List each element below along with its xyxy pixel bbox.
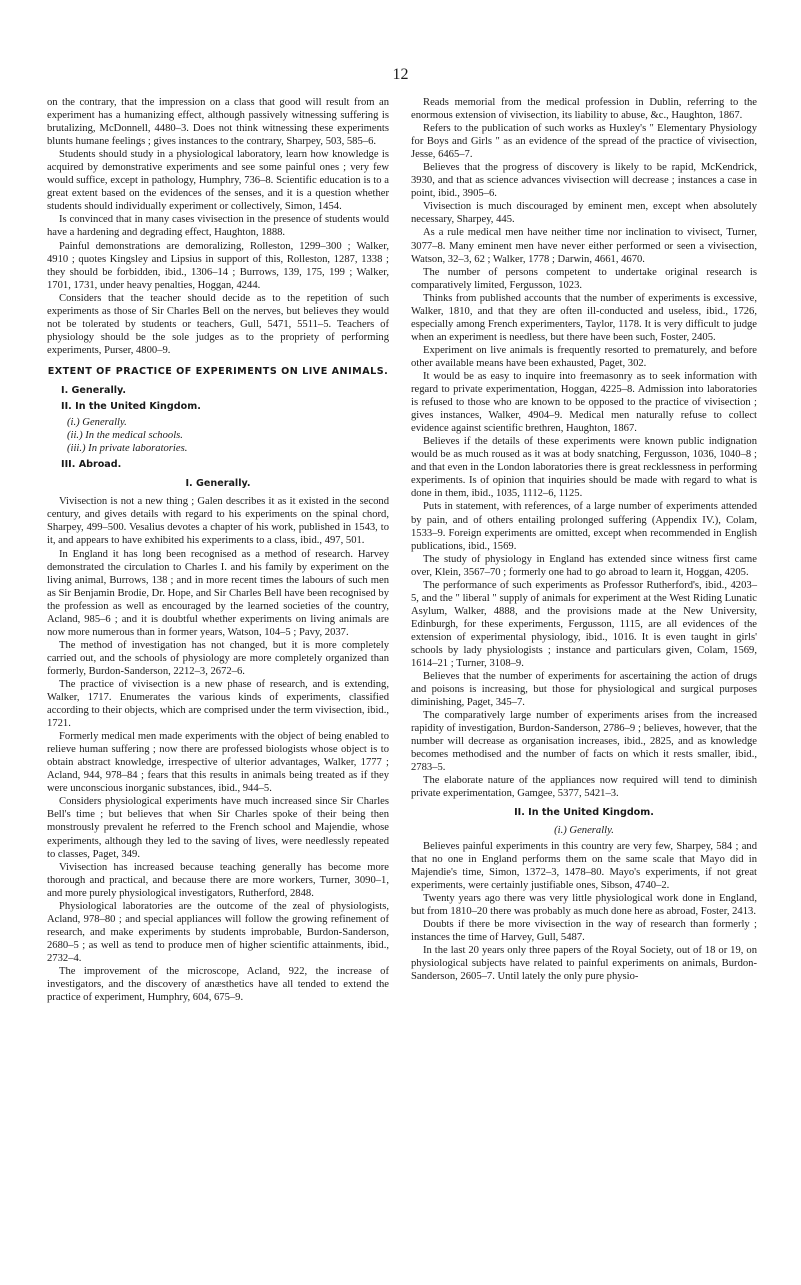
outline-heading: II. In the United Kingdom. (61, 401, 201, 413)
outline-subitem: (iii.) In private laboratories. (67, 443, 188, 455)
paragraph: Vivisection is not a new thing ; Galen describes it as it existed in the second century, and gives details with regard to his experiments on the spinal chord, Sharpey, 499–500. Vesalius devotes a chapter of his work, published in 1543, to it, and appears to have exhibited his experiments to a class, ibid., 497, 501. (47, 496, 389, 547)
right-column (411, 96, 757, 983)
section-outline (47, 384, 389, 471)
paragraph: Believes if the details of these experiments were known public indignation would be as much roused as it was at body snatching, Fergusson, 1036, 1040–8 ; and that even in the London laboratories there is great recklessness in performing experiments. Is of opinion that inquiries should be made with regard to what is done in them, ibid., 1035, 1112–6, 1125. (411, 436, 757, 500)
paragraph: Vivisection is much discouraged by eminent men, except when absolutely necessary, Sharpey, 445. (411, 201, 757, 226)
paragraph: Believes that the progress of discovery is likely to be rapid, McKendrick, 3930, and that as science advances vivisection will decrease ; instances a case in point, ibid., 3905–6. (411, 162, 757, 200)
paragraph: In the last 20 years only three papers of the Royal Society, out of 18 or 19, on physiological subjects have related to painful experiments on animals, Burdon-Sanderson, 2605–7. Until lately the only pure physio- (411, 945, 757, 983)
subsection-heading: II. In the United Kingdom. (514, 806, 654, 818)
paragraph: Thinks from published accounts that the number of experiments is excessive, Walker, 1810, and that they are often ill-conducted and useless, ibid., 1726, especially among French experimenters, Taylor, 1178. It is very difficult to judge when an experiment is needless, but there have been such, Foster, 2405. (411, 292, 757, 343)
paragraph: Puts in statement, with references, of a large number of experiments attended by pain, and of others entailing prolonged suffering (Appendix IV.), Colam, 1533–9. Foreign experiments are omitted, except when recommended in English publications, ibid., 1569. (411, 501, 757, 552)
outline-heading: III. Abroad. (61, 459, 122, 471)
paragraph: Students should study in a physiological laboratory, learn how knowledge is acquired by demonstrative experiments and see some painful ones ; very few would suffice, except in pathology, Humphry, 736–8. Scientific education is to a great extent based on the evidences of the senses, and it is a question whether students should individually experiment or collectively, Simon, 1454. (47, 149, 389, 213)
paragraph: Experiment on live animals is frequently resorted to prematurely, and before other available means have been exhausted, Paget, 302. (411, 344, 757, 369)
paragraph: In England it has long been recognised as a method of research. Harvey demonstrated the circulation to Charles I. and his family by experiment on the living animal, Burrows, 138 ; and in more recent times the labours of such men as Sir Benjamin Brodie, Dr. Hope, and Sir Charles Bell have been recognised by the profession as well as encouraged by the learned societies of the country, Acland, 985–6 ; and it is doubtful whether experiments on living animals are now more numerous than in former years, Watson, 104–5 ; Pavy, 2037. (47, 548, 389, 638)
section-title: EXTENT OF PRACTICE OF EXPERIMENTS ON LIVE ANIMALS. (47, 365, 389, 377)
paragraph: The performance of such experiments as Professor Rutherford's, ibid., 4203–5, and the " liberal " supply of animals for experiment at the West Riding Lunatic Asylum, Walker, 4888, and the provisions made at the New University, Edinburgh, for these experiments, Fergusson, 1115, are all evidences of the extension of experimental physiology, ibid., 1016. It is even taught in girls' schools by lady physiologists ; instance and particulars given, Colam, 1569, 1614–21 ; Turner, 3108–9. (411, 579, 757, 670)
paragraph: Reads memorial from the medical profession in Dublin, referring to the enormous extension of vivisection, its liability to abuse, &c., Haughton, 1867. (411, 97, 757, 122)
paragraph: Believes painful experiments in this country are very few, Sharpey, 584 ; and that no one in England performs them on the same scale that Mayo did in Majendie's time, Simon, 1372–3, 1478–80. Mayo's experiments, if not great experiments, were certainly justifiable ones, Sibson, 4740–2. (411, 840, 757, 891)
outline-subitem: (ii.) In the medical schools. (67, 430, 183, 442)
subsection-heading: I. Generally. (185, 478, 251, 490)
paragraph: Vivisection has increased because teaching generally has become more thorough and practical, and because there are more workers, Turner, 3090–1, and more purely physiological investigators, Rutherford, 2848. (47, 861, 389, 899)
paragraph: As a rule medical men have neither time nor inclination to vivisect, Turner, 3077–8. Many eminent men have never either performed or seen a vivisection, Watson, 32–3, 62 ; Walker, 1778 ; Darwin, 4661, 4670. (411, 227, 757, 265)
paragraph: The elaborate nature of the appliances now required will tend to diminish private experimentation, Gamgee, 5377, 5421–3. (411, 775, 757, 800)
paragraph: The practice of vivisection is a new phase of research, and is extending, Walker, 1717. Enumerates the various kinds of experiments, classified according to their objects, which are comprised under the term vivisection, ibid., 1721. (47, 678, 389, 730)
paragraph: Doubts if there be more vivisection in the way of research than formerly ; instances the time of Harvey, Gull, 5487. (411, 918, 757, 943)
outline-subitem: (i.) Generally. (67, 417, 127, 429)
paragraph: The improvement of the microscope, Acland, 922, the increase of investigators, and the discovery of anæsthetics have all tended to extend the practice of experiment, Humphry, 604, 675–9. (47, 966, 389, 1004)
paragraph: Formerly medical men made experiments with the object of being enabled to relieve human suffering ; now there are professed biologists whose object is to obtain abstract knowledge, irrespective of ulterior advantages, Walker, 1777 ; Acland, 944, 978–84 ; fears that this results in animals being treated as if they were unconscious inorganic substances, ibid., 944–5. (47, 731, 389, 795)
paragraph: Considers physiological experiments have much increased since Sir Charles Bell's time ; but believes that when Sir Charles spoke of their being then monstrously prevalent he referred to the French school and Majendie, whose experiments, although they led to the saving of lives, were needlessly repeated to classes, Paget, 349. (47, 796, 389, 860)
outline-heading: I. Generally. (61, 384, 127, 396)
left-column (47, 96, 389, 1004)
paragraph: Considers that the teacher should decide as to the repetition of such experiments as those of Sir Charles Bell on the nerves, but believes they would not be tolerated by students or teachers, Gull, 5471, 5511–5. Teachers of physiology should be the sole judges as to the propriety of performing experiments, Purser, 4800–9. (47, 292, 389, 356)
paragraph: on the contrary, that the impression on a class that good will result from an experiment has a humanizing effect, although passively witnessing suffering is brutalizing, McDonnell, 4480–3. Does not think witnessing these experiments blunts humane feelings ; gives instances to the contrary, Sharpey, 503, 585–6. (47, 97, 389, 148)
paragraph: Painful demonstrations are demoralizing, Rolleston, 1299–300 ; Walker, 4910 ; quotes Kingsley and Lipsius in support of this, Rolleston, 1287, 1338 ; they should be forbidden, ibid., 1306–14 ; Burrows, 139, 175, 199 ; Walker, 1701, 1731, under heavy penalties, Hoggan, 4244. (47, 240, 389, 291)
paragraph: Refers to the publication of such works as Huxley's " Elementary Physiology for Boys and Girls " as an evidence of the spread of the practice of vivisection, Jesse, 6465–7. (411, 123, 757, 161)
paragraph: Twenty years ago there was very little physiological work done in England, but from 1810–20 there was probably as much done here as abroad, Foster, 2413. (411, 892, 757, 917)
paragraph: The method of investigation has not changed, but it is more completely carried out, and the schools of physiology are more completely organized than formerly, Burdon-Sanderson, 2212–3, 2672–6. (47, 639, 389, 677)
paragraph: The number of persons competent to undertake original research is comparatively limited, Fergusson, 1023. (411, 266, 757, 291)
subsection-subheading (411, 824, 757, 837)
paragraph: It would be as easy to inquire into freemasonry as to seek information with regard to private experimentation, Hoggan, 4225–8. Admission into laboratories is refused to those who are known to be opposed to the practice of vivisection ; gives instances, Walker, 4904–9. Medical men naturally refuse to collect evidence against scientific brethren, Haughton, 1867. (411, 370, 757, 435)
subsection-subheading-text: (i.) Generally. (554, 824, 614, 836)
page-number: 12 (392, 66, 409, 83)
paragraph: The study of physiology in England has extended since witness first came over, Klein, 3567–70 ; formerly one had to go abroad to learn it, Hoggan, 4205. (411, 553, 757, 578)
paragraph: Believes that the number of experiments for ascertaining the action of drugs and poisons is increasing, but those for physiological and surgical purposes diminishing, Paget, 345–7. (411, 671, 757, 709)
paragraph: Physiological laboratories are the outcome of the zeal of physiologists, Acland, 978–80 ; and special appliances will follow the growing refinement of research, and make experiments by students improbable, Burdon-Sanderson, 2680–5 ; as well as tend to produce men of higher scientific attainments, ibid., 2732–4. (47, 900, 389, 964)
paragraph: Is convinced that in many cases vivisection in the presence of students would have a hardening and degrading effect, Haughton, 1888. (47, 214, 389, 239)
paragraph: The comparatively large number of experiments arises from the increased rapidity of investigation, Burdon-Sanderson, 2786–9 ; believes, however, that the number will decrease as organisation increases, ibid., 2825, and as knowledge becomes methodised and the number of facts on which it rests smaller, ibid., 2783–5. (411, 710, 757, 774)
